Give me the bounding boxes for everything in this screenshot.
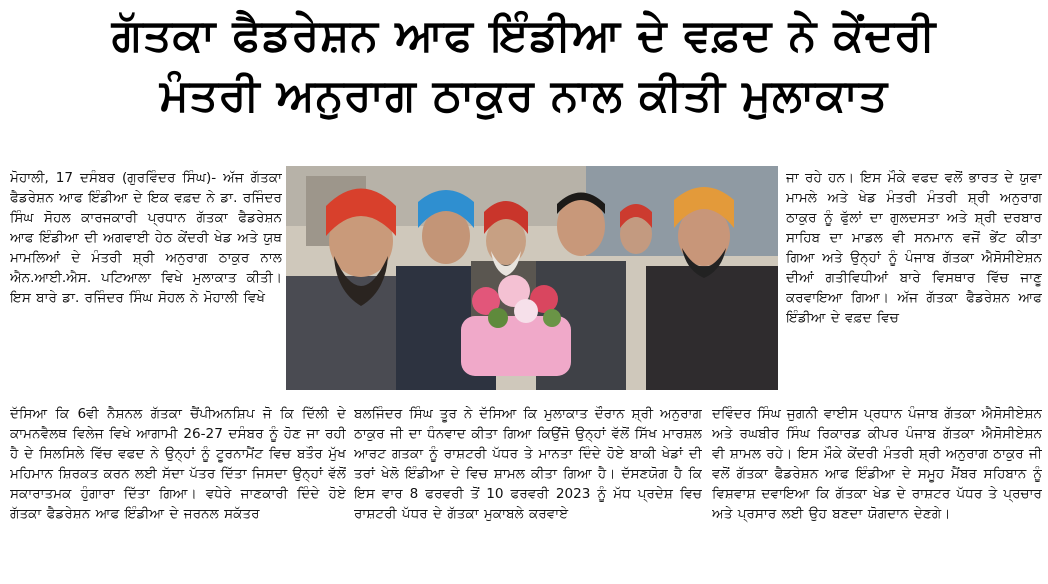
- headline: [14, 6, 1034, 126]
- article-column-2: ਬਲਜਿੰਦਰ ਸਿੰਘ ਤੂਰ ਨੇ ਦੱਸਿਆ ਕਿ ਮੁਲਾਕਾਤ ਦੌਰਾਨ ਸ਼੍ਰੀ ਅਨੁਰਾਗ ਠਾਕੁਰ ਜੀ ਦਾ ਧੰਨਵਾਦ ਕੀਤਾ ਗਿਆ ਕਿਉਂਜੋ ਉਨ੍ਹਾਂ ਵੱਲੋਂ ਸਿੱਖ ਮਾਰਸ਼ਲ ਆਰਟ ਗਤਕਾ ਨੂੰ ਰਾਸ਼ਟਰੀ ਪੱਧਰ ਤੇ ਮਾਨਤਾ ਦਿੰਦੇ ਹੋਏ ਬਾਕੀ ਖੇਡਾਂ ਦੀ ਤਰਾਂ ਖੇਲੋ ਇੰਡੀਆ ਦੇ ਵਿਚ ਸ਼ਾਮਲ ਕੀਤਾ ਗਿਆ ਹੈ। ਦੱਸਣਯੋਗ ਹੈ ਕਿ ਇਸ ਵਾਰ 8 ਫਰਵਰੀ ਤੋਂ 10 ਫਰਵਰੀ 2023 ਨੂੰ ਮੱਧ ਪ੍ਰਦੇਸ਼ ਵਿਚ ਰਾਸ਼ਟਰੀ ਪੱਧਰ ਦੇ ਗੱਤਕਾ ਮੁਕਾਬਲੇ ਕਰਵਾਏ: [354, 406, 702, 522]
- article-column-3-bottom: ਦਵਿੰਦਰ ਸਿੰਘ ਜੁਗਨੀ ਵਾਈਸ ਪ੍ਰਧਾਨ ਪੰਜਾਬ ਗੱਤਕਾ ਐਸੋਸੀਏਸ਼ਨ ਅਤੇ ਰਘਬੀਰ ਸਿੰਘ ਰਿਕਾਰਡ ਕੀਪਰ ਪੰਜਾਬ ਗੱਤਕਾ ਐਸੋਸੀਏਸ਼ਨ ਵੀ ਸ਼ਾਮਲ ਰਹੇ। ਇਸ ਮੌਕੇ ਕੇਂਦਰੀ ਮੰਤਰੀ ਸ਼੍ਰੀ ਅਨੁਰਾਗ ਠਾਕੁਰ ਜੀ ਵਲੋਂ ਗੱਤਕਾ ਫੈਡਰੇਸ਼ਨ ਆਫ ਇੰਡੀਆ ਦੇ ਸਮੂਹ ਮੈਂਬਰ ਸਹਿਬਾਨ ਨੂੰ ਵਿਸ਼ਵਾਸ਼ ਦਵਾਇਆ ਕਿ ਗੱਤਕਾ ਖੇਡ ਦੇ ਰਾਸ਼ਟਰ ਪੱਧਰ ਤੇ ਪ੍ਰਚਾਰ ਅਤੇ ਪ੍ਰਸਾਰ ਲਈ ਉਹ ਬਣਦਾ ਯੋਗਦਾਨ ਦੇਣਗੇ।: [712, 406, 1042, 522]
- news-photo: [286, 166, 778, 390]
- bouquet: [461, 275, 571, 376]
- headline-line-1: ਗੱਤਕਾ ਫੈਡਰੇਸ਼ਨ ਆਫ ਇੰਡੀਆ ਦੇ ਵਫ਼ਦ ਨੇ ਕੇਂਦਰੀ: [111, 10, 937, 61]
- person-back-red: [620, 204, 652, 254]
- article-column-1-bottom: ਦੱਸਿਆ ਕਿ 6ਵੀ ਨੈਸ਼ਨਲ ਗੱਤਕਾ ਚੈਂਪੀਅਨਸ਼ਿਪ ਜੋ ਕਿ ਦਿੱਲੀ ਦੇ ਕਾਮਨਵੈਲਥ ਵਿਲੇਜ ਵਿਖੇ ਆਗਾਮੀ 26-27 ਦਸੰਬਰ ਨੂੰ ਹੋਣ ਜਾ ਰਹੀ ਹੈ ਦੇ ਸਿਲਸਿਲੇ ਵਿੱਚ ਵਫਦ ਨੇ ਉਨ੍ਹਾਂ ਨੂੰ ਟੂਰਨਾਮੈਂਟ ਵਿਚ ਬਤੌਰ ਮੁੱਖ ਮਹਿਮਾਨ ਸ਼ਿਰਕਤ ਕਰਨ ਲਈ ਸੱਦਾ ਪੱਤਰ ਦਿੱਤਾ ਜਿਸਦਾ ਉਨ੍ਹਾਂ ਵੱਲੋਂ ਸਕਾਰਾਤਮਕ ਹੁੰਗਾਰਾ ਦਿੱਤਾ ਗਿਆ। ਵਧੇਰੇ ਜਾਣਕਾਰੀ ਦਿੰਦੇ ਹੋਏ ਗੱਤਕਾ ਫੈਡਰੇਸ਼ਨ ਆਫ ਇੰਡੀਆ ਦੇ ਜਰਨਲ ਸਕੱਤਰ: [10, 406, 346, 522]
- article-column-1-top: ਮੋਹਾਲੀ, 17 ਦਸੰਬਰ (ਗੁਰਵਿੰਦਰ ਸਿੰਘ)- ਅੱਜ ਗੱਤਕਾ ਫੈਡਰੇਸ਼ਨ ਆਫ ਇੰਡੀਆ ਦੇ ਇਕ ਵਫ਼ਦ ਨੇ ਡਾ. ਰਜਿੰਦਰ ਸਿੰਘ ਸੋਹਲ ਕਾਰਜਕਾਰੀ ਪ੍ਰਧਾਨ ਗੱਤਕਾ ਫੈਡਰੇਸ਼ਨ ਆਫ ਇੰਡੀਆ ਦੀ ਅਗਵਾਈ ਹੇਠ ਕੇਂਦਰੀ ਖੇਡ ਅਤੇ ਯੁਥ ਮਾਮਲਿਆਂ ਦੇ ਮੰਤਰੀ ਸ਼੍ਰੀ ਅਨੁਰਾਗ ਠਾਕੁਰ ਨਾਲ ਐਨ.ਆਈ.ਐਸ. ਪਟਿਆਲਾ ਵਿਖੇ ਮੁਲਾਕਾਤ ਕੀਤੀ। ਇਸ ਬਾਰੇ ਡਾ. ਰਜਿੰਦਰ ਸਿੰਘ ਸੋਹਲ ਨੇ ਮੋਹਾਲੀ ਵਿਖੇ: [10, 170, 282, 306]
- article-column-3-top: ਜਾ ਰਹੇ ਹਨ। ਇਸ ਮੌਕੇ ਵਫਦ ਵਲੋਂ ਭਾਰਤ ਦੇ ਯੁਵਾ ਮਾਮਲੇ ਅਤੇ ਖੇਡ ਮੰਤਰੀ ਮੰਤਰੀ ਸ਼੍ਰੀ ਅਨੁਰਾਗ ਠਾਕੁਰ ਨੂੰ ਫੁੱਲਾਂ ਦਾ ਗੁਲਦਸਤਾ ਅਤੇ ਸ਼੍ਰੀ ਦਰਬਾਰ ਸਾਹਿਬ ਦਾ ਮਾਡਲ ਵੀ ਸਨਮਾਨ ਵਜੋਂ ਭੇਂਟ ਕੀਤਾ ਗਿਆ ਅਤੇ ਉਨ੍ਹਾਂ ਨੂੰ ਪੰਜਾਬ ਗੱਤਕਾ ਐਸੋਸੀਏਸ਼ਨ ਦੀਆਂ ਗਤੀਵਿਧੀਆਂ ਬਾਰੇ ਵਿਸਥਾਰ ਵਿੱਚ ਜਾਣੂ ਕਰਵਾਇਆ ਗਿਆ। ਅੱਜ ਗੱਤਕਾ ਫੈਡਰੇਸ਼ਨ ਆਫ ਇੰਡੀਆ ਦੇ ਵਫ਼ਦ ਵਿਚ: [786, 170, 1042, 326]
- headline-line-2: ਮੰਤਰੀ ਅਨੁਰਾਗ ਠਾਕੁਰ ਨਾਲ ਕੀਤੀ ਮੁਲਾਕਾਤ: [159, 70, 889, 121]
